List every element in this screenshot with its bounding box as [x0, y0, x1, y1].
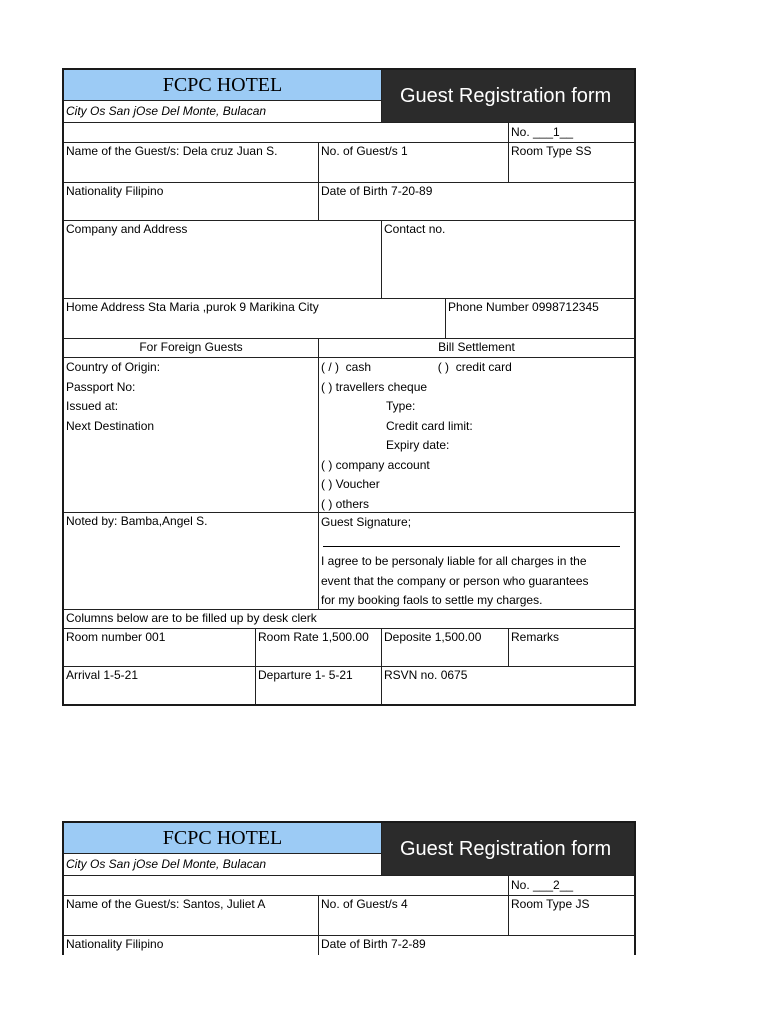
- guest-name: Name of the Guest/s: Dela cruz Juan S.: [66, 144, 278, 158]
- credit-card-checkbox[interactable]: ( ): [437, 360, 450, 374]
- registration-form-2: [62, 821, 636, 955]
- next-destination: Next Destination: [66, 418, 155, 433]
- number-row: [64, 875, 634, 895]
- number-of-guests: No. of Guest/s 4: [318, 896, 508, 935]
- agreement-line-2: event that the company or person who guarantees: [321, 573, 589, 588]
- room-type: Room Type JS: [508, 896, 634, 935]
- nationality: Nationality Filipino: [66, 937, 164, 951]
- cash-checkbox[interactable]: ( / ): [321, 360, 339, 374]
- registration-form-1: [62, 68, 636, 706]
- form-title: Guest Registration form: [381, 823, 634, 875]
- hotel-name: FCPC HOTEL: [64, 823, 381, 854]
- passport-no: Passport No:: [66, 379, 136, 394]
- form-header: [64, 823, 634, 875]
- contact-number: Contact no.: [381, 221, 634, 298]
- noted-by: Noted by: Bamba,Angel S.: [66, 514, 208, 528]
- form-title: Guest Registration form: [381, 70, 634, 122]
- agreement-line-3: for my booking faols to settle my charges.: [321, 593, 543, 607]
- issued-at: Issued at:: [66, 399, 119, 413]
- date-of-birth: Date of Birth 7-20-89: [318, 183, 634, 220]
- number-row: [64, 122, 634, 142]
- form-number: No. ___2__: [508, 876, 634, 895]
- cash-option: [321, 358, 632, 378]
- desk-clerk-row: [64, 609, 634, 628]
- section-header-row: [64, 338, 634, 357]
- home-address-row: [64, 298, 634, 338]
- voucher-option[interactable]: ( ) Voucher: [321, 477, 380, 491]
- desk-clerk-note: Columns below are to be filled up by desk clerk: [66, 611, 317, 625]
- expiry-date: Expiry date:: [386, 438, 450, 452]
- deposite: Deposite 1,500.00: [381, 629, 508, 666]
- cash-label: cash: [345, 360, 372, 374]
- guest-signature-label: Guest Signature;: [321, 515, 412, 529]
- room-number: Room number 001: [66, 630, 166, 644]
- guest-name: Name of the Guest/s: Santos, Juliet A: [66, 897, 266, 911]
- date-of-birth: Date of Birth 7-2-89: [318, 936, 634, 955]
- company-address: Company and Address: [66, 222, 188, 236]
- travellers-cheque-option[interactable]: ( ) travellers cheque: [321, 379, 428, 394]
- remarks: Remarks: [508, 629, 634, 666]
- foreign-guest-list: [64, 358, 318, 512]
- hotel-address: City Os San jOse Del Monte, Bulacan: [66, 104, 267, 118]
- guest-row: [64, 895, 634, 935]
- hotel-address: City Os San jOse Del Monte, Bulacan: [66, 857, 267, 871]
- signature-block: [318, 513, 634, 609]
- company-row: [64, 220, 634, 298]
- room-rate: Room Rate 1,500.00: [255, 629, 381, 666]
- signature-row: [64, 512, 634, 609]
- room-type: Room Type SS: [508, 143, 634, 182]
- rsvn-number: RSVN no. 0675: [381, 667, 634, 704]
- form-number: No. ___1__: [508, 123, 634, 142]
- foreign-guests-header: For Foreign Guests: [139, 340, 243, 354]
- hotel-block: [64, 823, 381, 875]
- type-field: Type:: [386, 399, 416, 413]
- arrival: Arrival 1-5-21: [66, 668, 139, 682]
- form-header: [64, 70, 634, 122]
- signature-line[interactable]: [321, 533, 632, 553]
- nationality: Nationality Filipino: [66, 184, 164, 198]
- number-of-guests: No. of Guest/s 1: [318, 143, 508, 182]
- bill-settlement-header: Bill Settlement: [318, 339, 634, 357]
- phone-number: Phone Number 0998712345: [445, 299, 634, 338]
- others-option[interactable]: ( ) others: [321, 496, 370, 511]
- credit-card-label: credit card: [455, 360, 512, 374]
- nationality-row: [64, 182, 634, 220]
- home-address: Home Address Sta Maria ,purok 9 Marikina City: [66, 300, 319, 314]
- arrival-row: [64, 666, 634, 706]
- company-account-option[interactable]: ( ) company account: [321, 457, 430, 472]
- agreement-line-1: I agree to be personaly liable for all charges in the: [321, 554, 587, 568]
- foreign-bill-row: [64, 357, 634, 512]
- hotel-block: [64, 70, 381, 122]
- room-row: [64, 628, 634, 666]
- hotel-name: FCPC HOTEL: [64, 70, 381, 101]
- credit-card-limit: Credit card limit:: [386, 418, 473, 433]
- bill-settlement-options: [318, 358, 634, 512]
- country-of-origin: Country of Origin:: [66, 360, 161, 374]
- departure: Departure 1- 5-21: [255, 667, 381, 704]
- guest-row: [64, 142, 634, 182]
- nationality-row: [64, 935, 634, 955]
